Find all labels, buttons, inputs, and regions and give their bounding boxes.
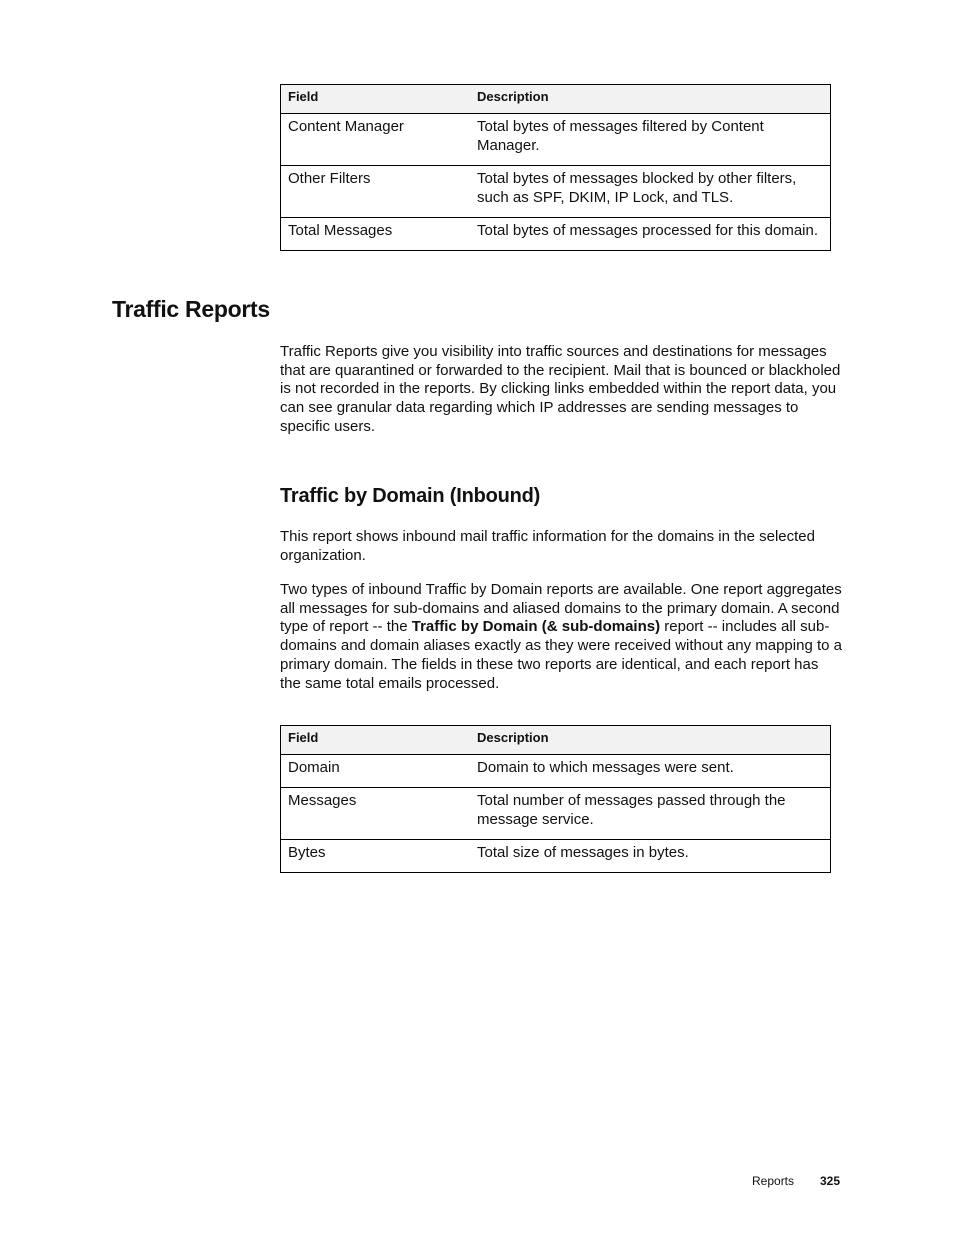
table-row xyxy=(281,755,831,788)
field-cell: Other Filters xyxy=(281,166,463,218)
description-cell: Total number of messages passed through the message service. xyxy=(462,788,831,840)
paragraph-text: Two types of inbound Traffic by Domain reports are available. One report aggregates all messages for sub-domains and aliased domains to the primary domain. A second type of report -- the xyxy=(280,581,842,636)
subsection-title: Traffic by Domain (Inbound) xyxy=(280,485,541,507)
column-header-field: Field xyxy=(281,85,463,114)
field-description-table-2 xyxy=(280,725,831,873)
field-cell: Domain xyxy=(281,755,463,788)
table-header-row xyxy=(281,85,831,114)
report-name-bold: Traffic by Domain (& sub-domains) xyxy=(411,618,661,636)
description-cell: Total bytes of messages filtered by Content Manager. xyxy=(462,114,831,166)
table-row xyxy=(281,788,831,840)
subsection-paragraph-2 xyxy=(280,581,842,693)
description-cell: Total bytes of messages blocked by other filters, such as SPF, DKIM, IP Lock, and TLS. xyxy=(462,166,831,218)
column-header-description: Description xyxy=(462,85,831,114)
field-cell: Content Manager xyxy=(281,114,463,166)
description-cell: Domain to which messages were sent. xyxy=(462,755,831,788)
footer-chapter-label: Reports xyxy=(752,1174,795,1188)
table-row xyxy=(281,218,831,251)
section-intro-paragraph: Traffic Reports give you visibility into traffic sources and destinations for messages that are quarantined or forwarded to the recipient. Mail that is bounced or blackholed is not recorded in the reports. By clicking links embedded within the report data, you can see granular data regarding which IP addresses are sending messages to specific users. xyxy=(280,343,841,435)
table-row xyxy=(281,114,831,166)
column-header-field: Field xyxy=(281,726,463,755)
page-number: 325 xyxy=(820,1174,841,1188)
section-title: Traffic Reports xyxy=(112,296,270,322)
table-header-row xyxy=(281,726,831,755)
subsection-paragraph-1: This report shows inbound mail traffic information for the domains in the selected organization. xyxy=(280,528,815,564)
field-cell: Total Messages xyxy=(281,218,463,251)
column-header-description: Description xyxy=(462,726,831,755)
field-description-table-1 xyxy=(280,84,831,251)
paragraph-text: report -- includes all sub-domains and domain aliases exactly as they were received without any mapping to a primary domain. The fields in these two reports are identical, and each report has the same total emails processed. xyxy=(280,618,842,692)
field-cell: Bytes xyxy=(281,840,463,873)
table-row xyxy=(281,166,831,218)
description-cell: Total size of messages in bytes. xyxy=(462,840,831,873)
field-cell: Messages xyxy=(281,788,463,840)
table-row xyxy=(281,840,831,873)
description-cell: Total bytes of messages processed for this domain. xyxy=(462,218,831,251)
